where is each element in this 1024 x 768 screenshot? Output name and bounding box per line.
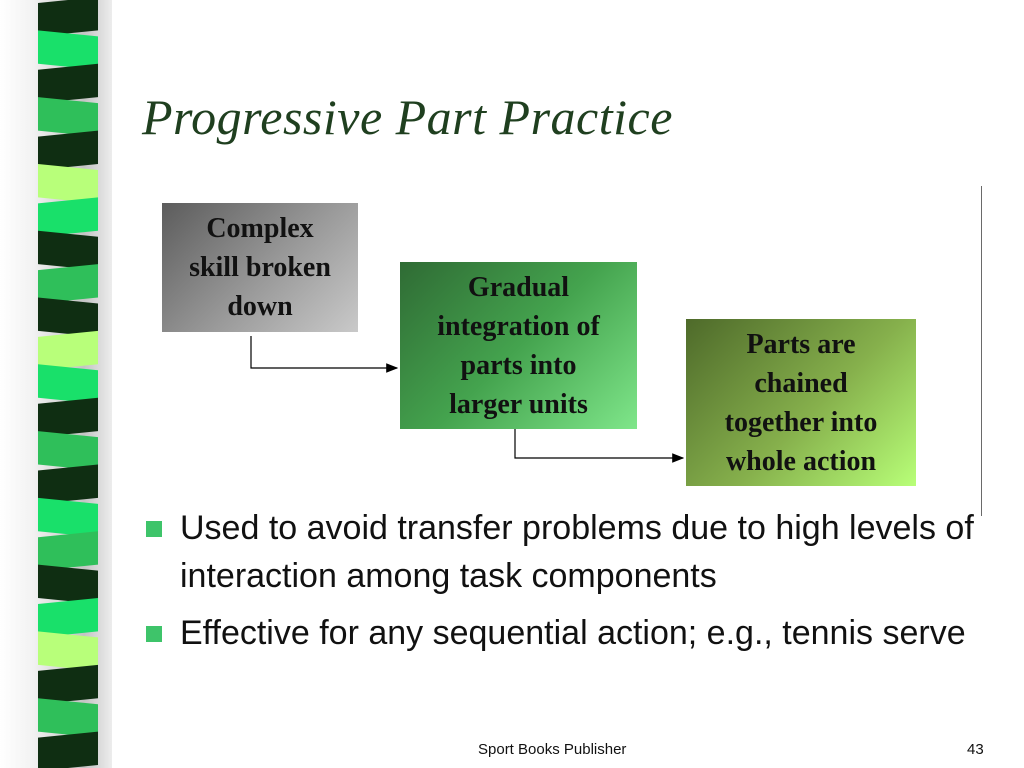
box-2-label: Gradual integration of parts into larger units: [437, 271, 600, 420]
square-bullet-icon: [146, 626, 162, 642]
bullet-item: [142, 504, 1002, 600]
arrow-box1-to-box2: [251, 336, 397, 368]
arrow-box2-to-box3: [515, 425, 683, 458]
box-1-label: Complex skill broken down: [189, 213, 331, 322]
diagram-box-parts-chained: [686, 319, 916, 486]
bullet-text: Used to avoid transfer problems due to high levels of interaction among task components: [180, 509, 974, 595]
bullet-item: [142, 609, 1002, 657]
footer-page-number: 43: [967, 741, 984, 758]
diagram-box-gradual-integration: [400, 262, 637, 429]
bullet-text: Effective for any sequential action; e.g., tennis serve: [180, 614, 966, 652]
diagram-box-complex-skill: [162, 203, 358, 332]
bullet-list: [142, 504, 1002, 666]
square-bullet-icon: [146, 521, 162, 537]
slide-title: Progressive Part Practice: [142, 89, 673, 145]
footer-publisher: Sport Books Publisher: [478, 741, 627, 758]
box-3-label: Parts are chained together into whole action: [724, 328, 878, 477]
